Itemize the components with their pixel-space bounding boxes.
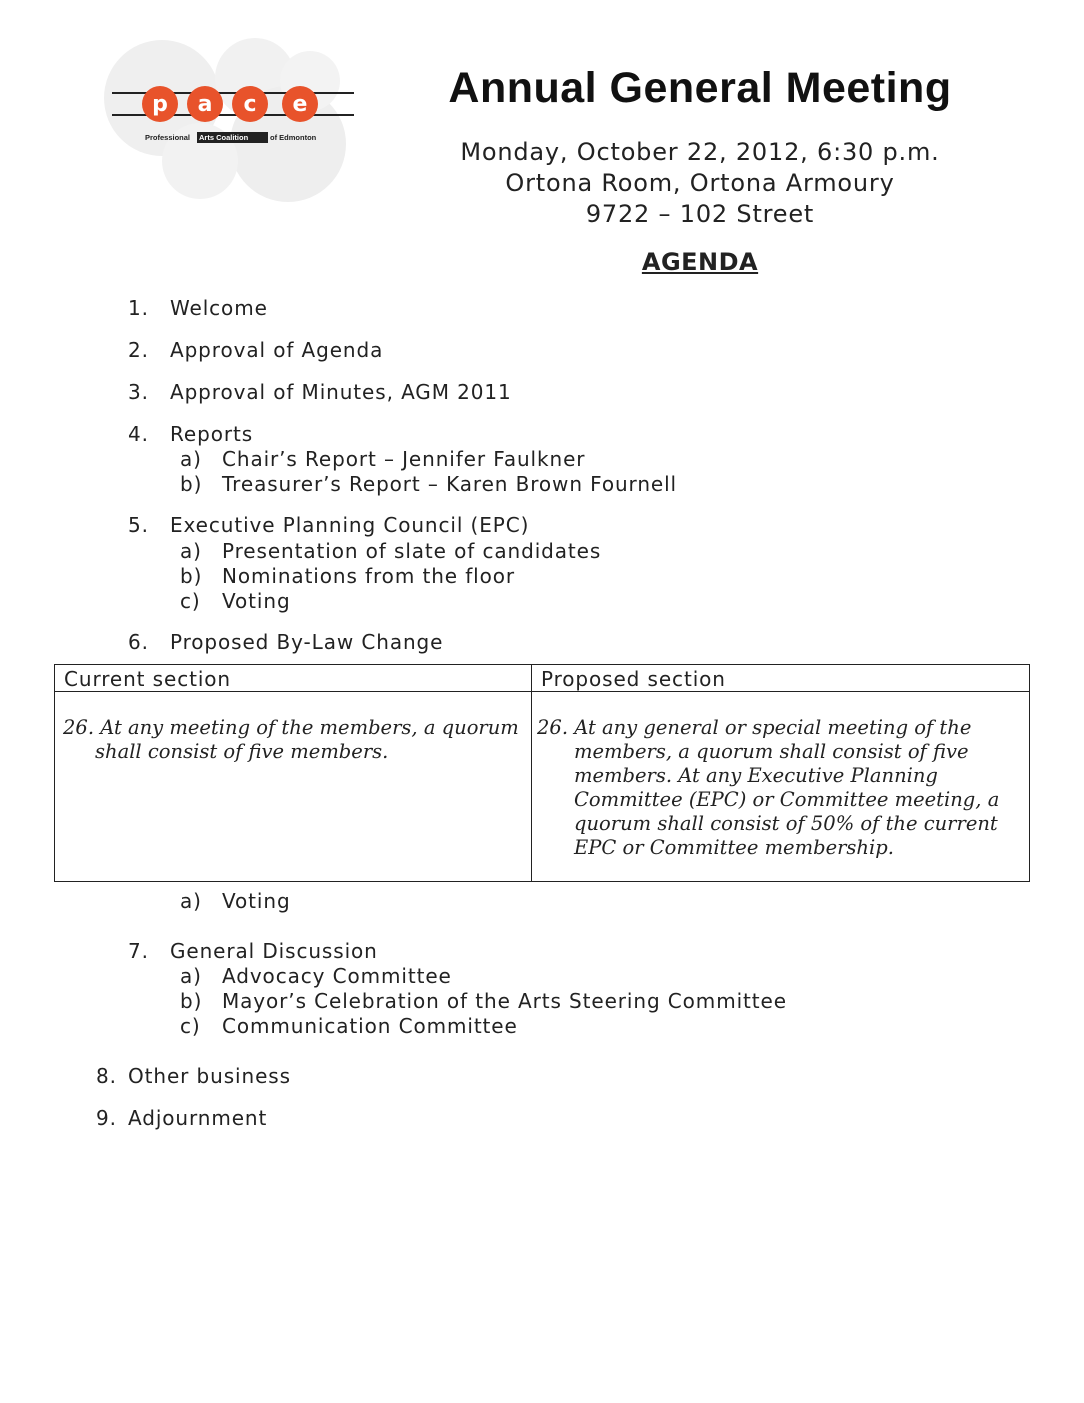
subitem-letter: c) [180, 1014, 201, 1038]
proposed-text-line: 26. At any general or special meeting of the [537, 716, 972, 739]
pace-logo [100, 36, 380, 216]
item-number: 6. [128, 630, 149, 654]
item-label: Approval of Agenda [170, 338, 384, 362]
svg-text:a: a [197, 92, 213, 117]
subitem-label: Advocacy Committee [222, 964, 452, 988]
proposed-text-line: quorum shall consist of 50% of the current [574, 812, 998, 835]
subitem-label: Communication Committee [222, 1014, 518, 1038]
proposed-text-line: EPC or Committee membership. [574, 836, 894, 859]
svg-text:p: p [152, 92, 168, 117]
svg-text:Arts Coalition: Arts Coalition [199, 133, 249, 142]
svg-text:Professional: Professional [145, 133, 191, 142]
svg-text:of Edmonton: of Edmonton [270, 133, 317, 142]
item-number: 1. [128, 296, 149, 320]
proposed-text-line: members, a quorum shall consist of five [574, 740, 969, 763]
page-title: Annual General Meeting [448, 64, 952, 112]
subitem-letter: a) [180, 447, 202, 471]
item-number: 7. [128, 939, 149, 963]
subitem-label: Nominations from the floor [222, 564, 516, 588]
current-text-line: shall consist of five members. [95, 740, 389, 763]
item-number: 4. [128, 422, 149, 446]
svg-text:c: c [243, 92, 257, 117]
svg-text:e: e [292, 92, 308, 117]
current-section-header: Current section [64, 667, 232, 691]
subitem-letter: b) [180, 564, 203, 588]
proposed-text-line: Committee (EPC) or Committee meeting, a [574, 788, 1000, 811]
subitem-letter: a) [180, 539, 202, 563]
proposed-section-header: Proposed section [541, 667, 726, 691]
proposed-text-line: members. At any Executive Planning [574, 764, 938, 787]
item-number: 2. [128, 338, 149, 362]
subitem-letter: b) [180, 989, 203, 1013]
item-label: Other business [128, 1064, 291, 1088]
meeting-address: 9722 – 102 Street [585, 200, 815, 228]
subitem-label: Voting [222, 889, 291, 913]
item-label: Reports [170, 422, 254, 446]
subitem-label: Mayor’s Celebration of the Arts Steering Committee [222, 989, 787, 1013]
item-label: Approval of Minutes, AGM 2011 [170, 380, 512, 404]
subitem-label: Treasurer’s Report – Karen Brown Fournell [222, 472, 678, 496]
column-divider [531, 665, 532, 881]
pace-logo-graphic [100, 36, 380, 216]
subitem-letter: b) [180, 472, 203, 496]
item-label: General Discussion [170, 939, 378, 963]
subitem-label: Chair’s Report – Jennifer Faulkner [222, 447, 586, 471]
meeting-venue: Ortona Room, Ortona Armoury [505, 169, 895, 197]
item-number: 9. [96, 1106, 117, 1130]
subitem-letter: a) [180, 889, 202, 913]
item-number: 5. [128, 513, 149, 537]
meeting-date: Monday, October 22, 2012, 6:30 p.m. [460, 138, 940, 166]
item-label: Welcome [170, 296, 268, 320]
subitem-letter: c) [180, 589, 201, 613]
item-label: Proposed By-Law Change [170, 630, 444, 654]
bylaw-change-table [54, 664, 1030, 882]
agenda-heading: AGENDA [641, 248, 759, 276]
current-text-line: 26. At any meeting of the members, a quorum [63, 716, 519, 739]
item-number: 8. [96, 1064, 117, 1088]
subitem-letter: a) [180, 964, 202, 988]
item-label: Executive Planning Council (EPC) [170, 513, 530, 537]
table-header-row [55, 665, 1029, 692]
item-number: 3. [128, 380, 149, 404]
subitem-label: Voting [222, 589, 291, 613]
item-label: Adjournment [128, 1106, 268, 1130]
subitem-label: Presentation of slate of candidates [222, 539, 602, 563]
